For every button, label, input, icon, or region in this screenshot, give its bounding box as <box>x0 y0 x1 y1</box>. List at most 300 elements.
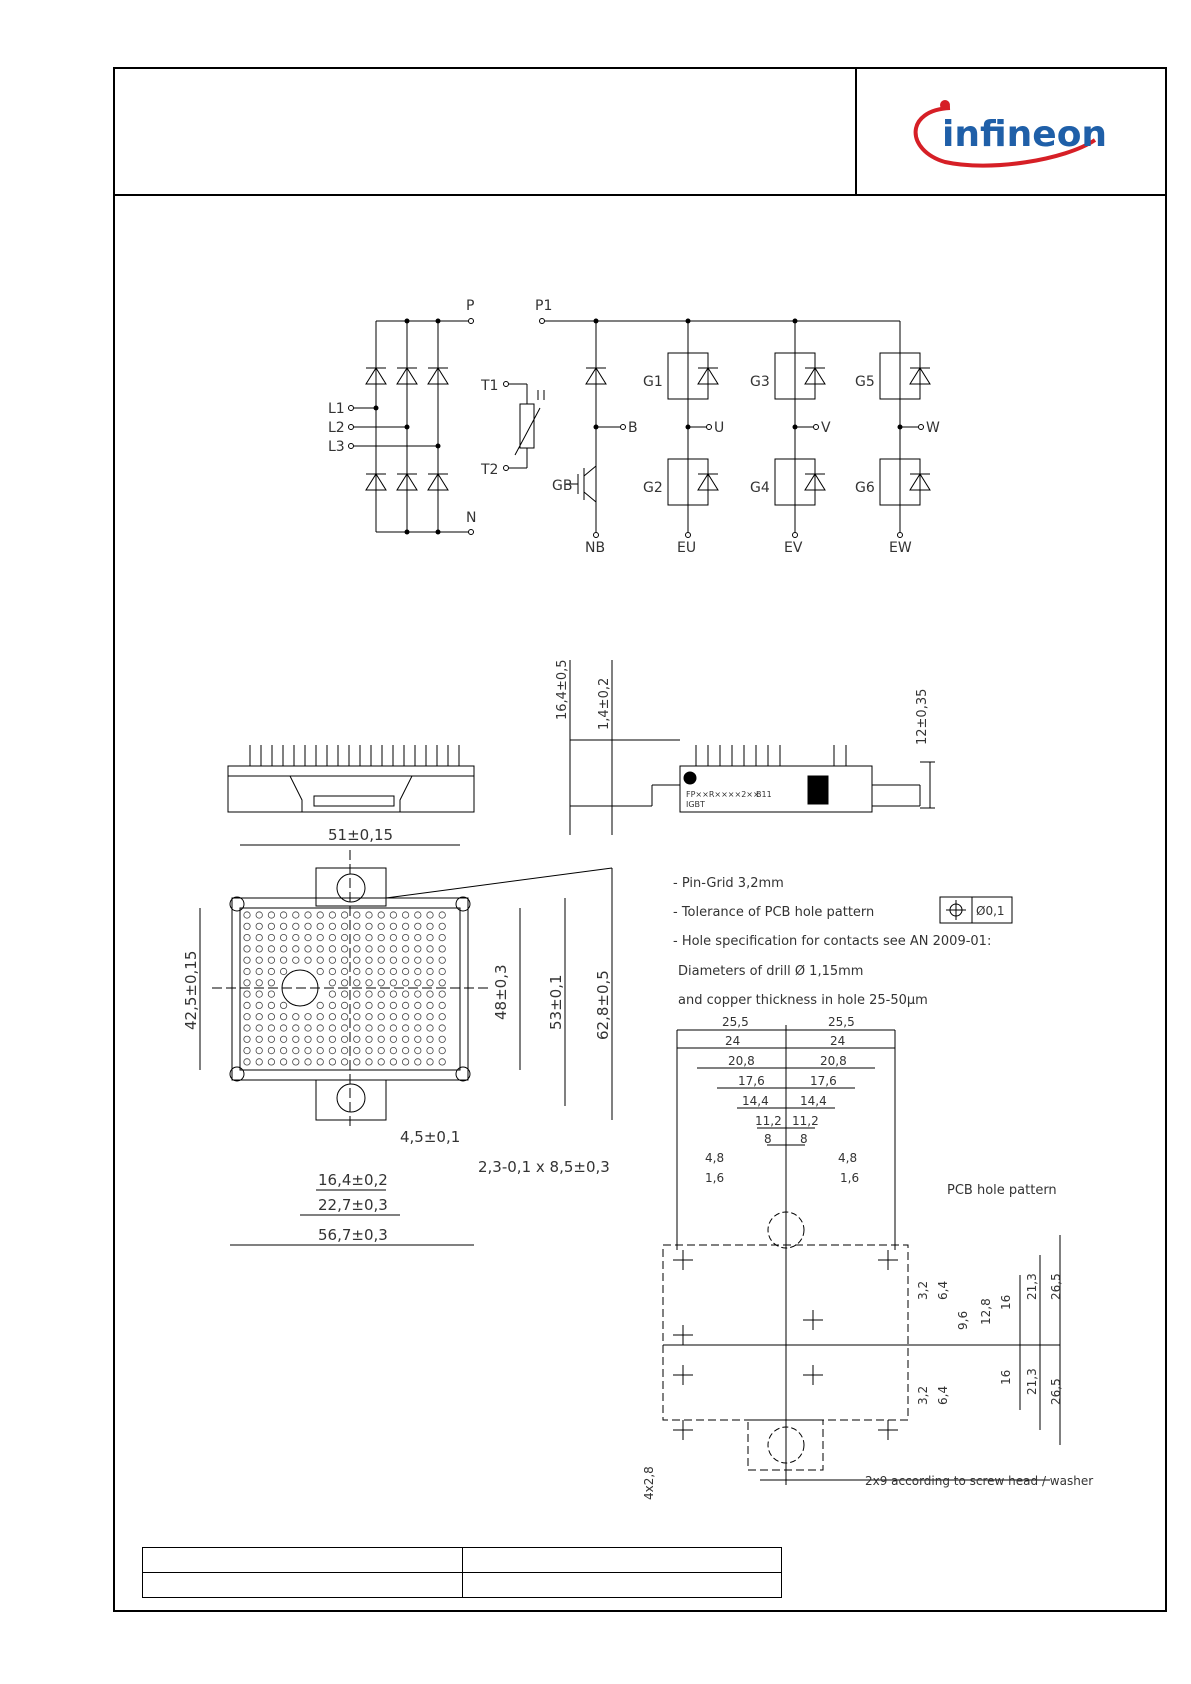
pin-hole <box>354 1036 360 1042</box>
pin-hole <box>439 946 445 952</box>
pin-hole <box>280 1014 286 1020</box>
pin-hole <box>305 912 311 918</box>
pin-hole <box>244 1059 250 1065</box>
pin-hole <box>427 957 433 963</box>
pin-hole <box>280 968 286 974</box>
label-g3: G3 <box>750 374 770 390</box>
pin-hole <box>402 980 408 986</box>
module-label-line2: IGBT <box>686 800 705 809</box>
pin-hole <box>415 946 421 952</box>
pin-hole <box>427 912 433 918</box>
pcb-screw-note: 2x9 according to screw head / washer <box>865 1474 1094 1488</box>
pin-hole <box>329 912 335 918</box>
pin-hole <box>293 1059 299 1065</box>
pcb-dim-r-25-5: 25,5 <box>828 1015 855 1029</box>
footer-cell <box>143 1573 463 1598</box>
pin-hole <box>427 946 433 952</box>
pin-hole <box>402 1047 408 1053</box>
pin-hole <box>341 1002 347 1008</box>
pin-hole <box>439 923 445 929</box>
pin-hole <box>317 957 323 963</box>
pin-hole <box>293 946 299 952</box>
pin-hole <box>280 957 286 963</box>
pin-hole <box>280 1047 286 1053</box>
pin-hole <box>268 1025 274 1031</box>
label-t1: T1 <box>481 378 499 394</box>
pcb-dim-6-4-top: 6,4 <box>936 1280 950 1300</box>
pin-hole <box>329 1059 335 1065</box>
pin-hole <box>341 968 347 974</box>
pin-hole <box>439 968 445 974</box>
pin-hole <box>354 923 360 929</box>
pin-hole <box>439 980 445 986</box>
inverter-leg-v <box>775 321 825 532</box>
dim-4-5: 4,5±0,1 <box>400 1128 461 1146</box>
pcb-dim-21-3-top: 21,3 <box>1025 1273 1039 1300</box>
pcb-dim-26-5-bottom: 26,5 <box>1049 1378 1063 1405</box>
pin-hole <box>244 968 250 974</box>
pcb-dim-21-3-bottom: 21,3 <box>1025 1368 1039 1395</box>
pin-hole <box>390 1014 396 1020</box>
pin-hole <box>256 968 262 974</box>
label-t2: T2 <box>481 462 499 478</box>
pin-hole <box>329 1047 335 1053</box>
pin-hole <box>390 1002 396 1008</box>
front-view-pins <box>250 745 459 766</box>
pin-hole <box>390 980 396 986</box>
pin-hole <box>293 957 299 963</box>
pin-hole <box>341 934 347 940</box>
pin-hole <box>439 1036 445 1042</box>
pin-hole <box>390 968 396 974</box>
pcb-dim-l-1-6: 1,6 <box>705 1171 725 1185</box>
pin-hole <box>354 980 360 986</box>
pin-hole <box>317 1014 323 1020</box>
pin-hole <box>354 957 360 963</box>
pin-hole <box>427 1047 433 1053</box>
pin-hole <box>427 1059 433 1065</box>
pcb-dim-r-17-6: 17,6 <box>810 1074 837 1088</box>
top-view-labels <box>182 826 612 1244</box>
pin-hole <box>378 923 384 929</box>
pin-hole <box>354 934 360 940</box>
pin-hole <box>268 991 274 997</box>
pin-hole <box>329 923 335 929</box>
pin-hole <box>402 957 408 963</box>
dim-51: 51±0,15 <box>328 826 394 844</box>
pin-hole <box>427 1025 433 1031</box>
pin-hole <box>268 946 274 952</box>
label-g5: G5 <box>855 374 875 390</box>
pin-hole <box>268 1059 274 1065</box>
pin-hole <box>402 912 408 918</box>
pin-hole <box>305 1014 311 1020</box>
pin-hole <box>293 1036 299 1042</box>
dim-16-4-height: 16,4±0,5 <box>555 659 570 720</box>
pin-hole <box>390 1036 396 1042</box>
footer-cell <box>462 1548 782 1573</box>
pin-hole <box>341 1047 347 1053</box>
pcb-labels <box>642 1015 1093 1500</box>
pcb-dim-l-20-8: 20,8 <box>728 1054 755 1068</box>
pin-hole <box>354 1014 360 1020</box>
note-pin-grid: - Pin-Grid 3,2mm <box>673 876 784 891</box>
note-hole-spec: - Hole specification for contacts see AN 2009-01: <box>673 934 992 949</box>
dim-56-7: 56,7±0,3 <box>318 1226 388 1244</box>
pin-hole <box>268 968 274 974</box>
inverter-leg-u <box>668 321 718 532</box>
pin-hole <box>280 923 286 929</box>
side-view-labels <box>555 659 930 809</box>
pin-hole <box>244 934 250 940</box>
dim-16-4-width: 16,4±0,2 <box>318 1171 388 1189</box>
pin-hole <box>354 991 360 997</box>
pin-hole <box>293 934 299 940</box>
pin-hole <box>256 1025 262 1031</box>
pin-hole <box>341 991 347 997</box>
pin-hole <box>378 1036 384 1042</box>
pin-hole <box>378 957 384 963</box>
pin-hole <box>341 1059 347 1065</box>
pin-hole <box>280 1002 286 1008</box>
side-view <box>570 660 935 835</box>
label-b: B <box>628 420 638 436</box>
pin-hole <box>244 1025 250 1031</box>
tolerance-frame <box>940 897 1012 923</box>
pin-hole <box>415 912 421 918</box>
pin-hole <box>256 991 262 997</box>
pcb-dim-r-8: 8 <box>800 1132 808 1146</box>
pin-hole <box>305 946 311 952</box>
pin-hole <box>329 946 335 952</box>
pin-hole <box>268 912 274 918</box>
pin-hole <box>268 1036 274 1042</box>
pin-hole <box>317 1047 323 1053</box>
pin-hole <box>427 923 433 929</box>
tolerance-value: Ø0,1 <box>976 904 1005 918</box>
pin-hole <box>415 980 421 986</box>
pin-hole <box>427 934 433 940</box>
pin-hole <box>244 1047 250 1053</box>
pcb-dim-l-4-8: 4,8 <box>705 1151 725 1165</box>
pin-hole <box>280 1059 286 1065</box>
label-l2: L2 <box>328 420 345 436</box>
pin-hole <box>341 912 347 918</box>
pin-hole <box>366 1002 372 1008</box>
pin-hole <box>427 991 433 997</box>
pin-hole <box>354 1047 360 1053</box>
module-label-line1: FP××R××××2×× <box>686 790 760 799</box>
pin-hole <box>366 1036 372 1042</box>
label-p1: P1 <box>535 298 553 314</box>
pin-hole <box>402 1014 408 1020</box>
pin-hole <box>341 1025 347 1031</box>
pcb-dim-16-top: 16 <box>999 1294 1013 1310</box>
pin-hole <box>305 1059 311 1065</box>
pcb-title: PCB hole pattern <box>947 1183 1057 1198</box>
label-l3: L3 <box>328 439 345 455</box>
pcb-dim-r-4-8: 4,8 <box>838 1151 858 1165</box>
pin-hole <box>280 1036 286 1042</box>
pin-hole <box>268 957 274 963</box>
pin-hole <box>329 991 335 997</box>
pin-hole <box>317 912 323 918</box>
pin-hole <box>329 980 335 986</box>
pin-hole <box>268 1047 274 1053</box>
label-n: N <box>466 510 477 526</box>
pin-hole <box>256 912 262 918</box>
pin-hole <box>427 1002 433 1008</box>
pin-hole <box>378 912 384 918</box>
pin-hole <box>280 1025 286 1031</box>
pin-hole <box>366 1047 372 1053</box>
pin-hole <box>317 1002 323 1008</box>
pin-hole <box>402 991 408 997</box>
pin-hole <box>402 1059 408 1065</box>
pin-hole <box>317 968 323 974</box>
pin-hole <box>378 1047 384 1053</box>
pin-hole <box>378 1025 384 1031</box>
pcb-dim-3-2-bottom: 3,2 <box>916 1385 930 1405</box>
pcb-dim-3-2-top: 3,2 <box>916 1280 930 1300</box>
pin-hole <box>329 968 335 974</box>
pin-hole <box>317 1025 323 1031</box>
pin-hole <box>427 968 433 974</box>
pin-hole <box>366 968 372 974</box>
pin-hole <box>378 946 384 952</box>
pcb-dim-l-11-2: 11,2 <box>755 1114 782 1128</box>
pin-hole <box>415 923 421 929</box>
pin-hole <box>341 946 347 952</box>
label-w: W <box>926 420 940 436</box>
pin-hole <box>317 923 323 929</box>
front-view <box>228 745 474 812</box>
pcb-dim-4x2-8: 4x2,8 <box>642 1466 656 1500</box>
pin-hole <box>256 934 262 940</box>
pin-hole <box>378 1014 384 1020</box>
pin-hole <box>256 946 262 952</box>
pcb-dim-r-20-8: 20,8 <box>820 1054 847 1068</box>
note-copper: and copper thickness in hole 25-50µm <box>678 993 928 1008</box>
footer-cell <box>462 1573 782 1598</box>
circuit-schematic <box>349 319 931 538</box>
pin-hole <box>378 991 384 997</box>
pin-hole <box>415 957 421 963</box>
pin-hole <box>415 1014 421 1020</box>
pin-hole <box>415 934 421 940</box>
pcb-dim-12-8: 12,8 <box>979 1298 993 1325</box>
pin-hole <box>317 946 323 952</box>
module-label-b11: B11 <box>756 790 772 799</box>
pin-hole <box>244 1002 250 1008</box>
pin-hole <box>366 957 372 963</box>
pin-hole <box>244 957 250 963</box>
pin-hole <box>402 934 408 940</box>
pin-hole <box>402 1036 408 1042</box>
pin-hole <box>439 957 445 963</box>
pin-hole <box>402 946 408 952</box>
pin-hole <box>354 1002 360 1008</box>
pin-hole <box>317 1036 323 1042</box>
pin-hole <box>244 991 250 997</box>
pin-hole <box>329 1025 335 1031</box>
pin-hole <box>305 1047 311 1053</box>
pcb-dim-l-14-4: 14,4 <box>742 1094 769 1108</box>
pcb-dim-r-11-2: 11,2 <box>792 1114 819 1128</box>
pin-hole <box>293 1025 299 1031</box>
pcb-dim-r-14-4: 14,4 <box>800 1094 827 1108</box>
label-gb: GB <box>552 478 573 494</box>
pin-hole <box>390 991 396 997</box>
pin-hole <box>305 957 311 963</box>
pin-hole <box>256 957 262 963</box>
pin-hole <box>366 912 372 918</box>
pcb-dim-9-6: 9,6 <box>956 1310 970 1330</box>
pin-hole <box>439 1059 445 1065</box>
pin-hole <box>341 923 347 929</box>
footer-cell <box>143 1548 463 1573</box>
pin-hole <box>354 1025 360 1031</box>
pin-hole <box>268 1002 274 1008</box>
label-eu: EU <box>677 540 697 556</box>
label-u: U <box>714 420 725 436</box>
pin-hole <box>329 1036 335 1042</box>
pin-hole <box>378 968 384 974</box>
label-l1: L1 <box>328 401 345 417</box>
pin-hole <box>390 946 396 952</box>
label-g4: G4 <box>750 480 770 496</box>
label-g2: G2 <box>643 480 663 496</box>
pin-hole <box>354 946 360 952</box>
pin-hole <box>244 923 250 929</box>
pin-hole <box>354 968 360 974</box>
pin-hole <box>317 934 323 940</box>
pin-hole <box>329 934 335 940</box>
pin-hole <box>378 980 384 986</box>
pin-hole <box>415 1002 421 1008</box>
pin-hole <box>280 946 286 952</box>
pin-hole <box>402 1002 408 1008</box>
pin-hole <box>415 1025 421 1031</box>
label-ew: EW <box>889 540 912 556</box>
pin-hole <box>293 1014 299 1020</box>
pin-hole <box>415 991 421 997</box>
pin-hole <box>354 912 360 918</box>
pin-hole <box>341 980 347 986</box>
pcb-dim-l-24: 24 <box>725 1034 741 1048</box>
pin-hole <box>402 923 408 929</box>
pin-hole <box>378 1059 384 1065</box>
pin-hole <box>366 934 372 940</box>
pin-hole <box>329 957 335 963</box>
pcb-dim-26-5-top: 26,5 <box>1049 1273 1063 1300</box>
pin-hole <box>390 912 396 918</box>
pcb-dim-16-bottom: 16 <box>999 1369 1013 1385</box>
pin-hole <box>378 1002 384 1008</box>
dim-53: 53±0,1 <box>547 974 565 1030</box>
pin-hole <box>244 912 250 918</box>
pin-hole <box>268 923 274 929</box>
pin-hole <box>439 1002 445 1008</box>
pin-hole <box>268 980 274 986</box>
pin-hole <box>390 1047 396 1053</box>
pcb-dim-r-1-6: 1,6 <box>840 1171 860 1185</box>
pin-hole <box>244 1036 250 1042</box>
pin-hole <box>256 980 262 986</box>
pin-hole <box>390 1025 396 1031</box>
pin-hole <box>427 980 433 986</box>
pin-hole <box>366 991 372 997</box>
ntc-thermistor <box>504 382 545 471</box>
pin-hole <box>415 1047 421 1053</box>
pcb-hole-pattern <box>663 1025 1060 1485</box>
pin-hole <box>305 934 311 940</box>
pin-hole <box>439 1047 445 1053</box>
brand-name: infineon <box>942 114 1108 155</box>
pin-hole <box>329 1014 335 1020</box>
pin-hole <box>366 946 372 952</box>
dim-22-7: 22,7±0,3 <box>318 1196 388 1214</box>
pin-hole <box>293 912 299 918</box>
pin-hole <box>439 934 445 940</box>
pin-hole <box>366 1059 372 1065</box>
pin-hole <box>439 912 445 918</box>
pin-hole <box>366 923 372 929</box>
pin-hole <box>366 1025 372 1031</box>
pin-hole <box>280 912 286 918</box>
side-view-pins <box>696 745 846 766</box>
label-ev: EV <box>784 540 803 556</box>
pin-hole <box>293 923 299 929</box>
pin-hole <box>366 1014 372 1020</box>
note-drill: Diameters of drill Ø 1,15mm <box>678 964 864 979</box>
pcb-dim-l-8: 8 <box>764 1132 772 1146</box>
pin-hole <box>390 934 396 940</box>
pin-hole <box>256 1002 262 1008</box>
infineon-logo <box>916 100 1107 166</box>
note-tolerance: - Tolerance of PCB hole pattern <box>673 905 875 920</box>
pin-hole <box>305 1036 311 1042</box>
pin-hole <box>390 957 396 963</box>
notes-block <box>673 876 991 1008</box>
pin-hole <box>317 1059 323 1065</box>
dim-42-5: 42,5±0,15 <box>182 950 200 1030</box>
pin-hole <box>256 1036 262 1042</box>
pin-hole <box>366 980 372 986</box>
pin-hole <box>402 968 408 974</box>
pin-hole <box>305 923 311 929</box>
pin-hole <box>244 1014 250 1020</box>
pin-hole <box>390 1059 396 1065</box>
pcb-dim-r-24: 24 <box>830 1034 846 1048</box>
pin-hole <box>341 1036 347 1042</box>
pin-hole <box>341 1014 347 1020</box>
pin-hole <box>354 1059 360 1065</box>
circuit-labels <box>328 298 940 556</box>
pin-hole <box>256 1047 262 1053</box>
pin-hole <box>244 946 250 952</box>
pin-hole <box>415 968 421 974</box>
pin-hole <box>256 923 262 929</box>
label-g6: G6 <box>855 480 875 496</box>
pin-hole <box>268 934 274 940</box>
pin-hole <box>415 1036 421 1042</box>
pin-hole <box>268 1014 274 1020</box>
pin-hole <box>439 991 445 997</box>
pin-hole <box>256 1059 262 1065</box>
pin-hole <box>402 1025 408 1031</box>
dim-12: 12±0,35 <box>915 688 930 745</box>
